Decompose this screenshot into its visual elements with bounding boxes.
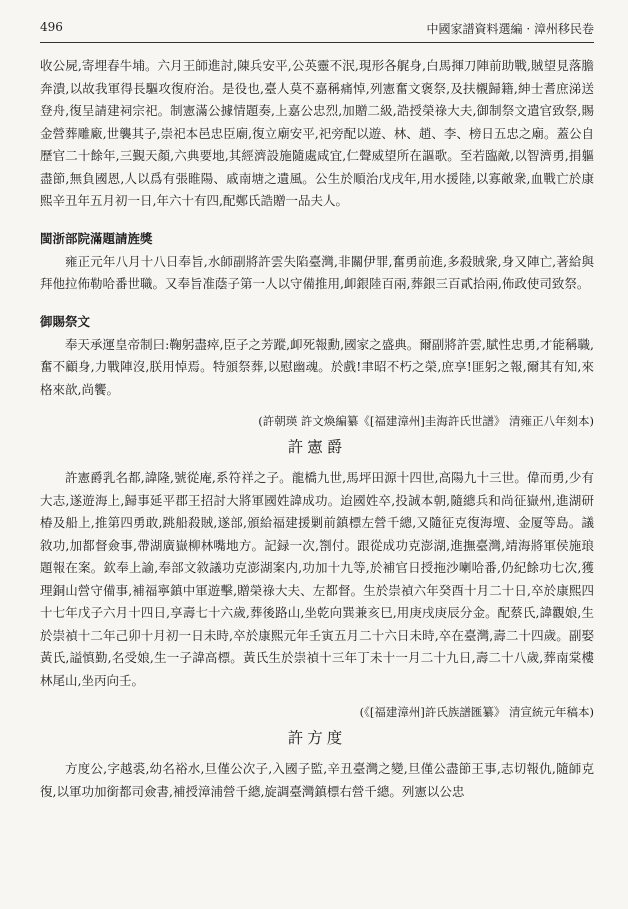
page-header — [40, 20, 594, 38]
source-citation: (《[福建漳州]許氏族譜匯纂》 清宣統元年稿本) — [359, 705, 594, 719]
entry-body: 許憲爵乳名都,諱隆,號從庵,系符祥之子。龍橋九世,馬坪田源十四世,高陽九十三世。偉而勇,少有大志,遂遊海上,歸事延平郡王招討大將軍國姓諱成功。迨國姓卒,投誠本朝,隨總兵和尚征嶽州,進湖研椿及船上,推第四勇敢,跳船殺賊,遂部,頒給福建援剿前鎮標左營千總,又隨征克復海壇、金厦等島。議敘功,加都督僉事,帶湖廣嶽柳林嘴地方。記録一次,劄付。跟從成功克澎湖,進撫臺灣,靖海將軍侯施琅題報在案。欽奉上諭,奉部文敘議功克澎湖案内,功加十九等,於補官日授拖沙喇哈番,仍紀餘功七次,獲理銅山營守備事,補福寧鎮中軍遊擊,贈榮祿大夫、左都督。生於崇禎六年癸酉十月二十日,卒於康熙四十七年戊子六月十四日,享壽七十六歲,葬後路山,坐乾向巽兼亥巳,用庚戌庚辰分金。配蔡氏,諱觀娘,生於崇禎十二年己卯十月初一日未時,卒於康熙元年壬寅五月二十六日未時,卒在臺灣,壽二十四歲。副娶黃氏,謚慎勤,名受娘,生一子諱高標。黃氏生於崇禎十三年丁未十一月二十九日,壽二十八歲,葬南棠樓林尾山,坐丙向壬。 — [40, 470, 594, 688]
section-body-eulogy: 奉天承運皇帝制曰:鞠躬盡瘁,臣子之芳蹤,卹死報勳,國家之盛典。爾副將許雲,賦性忠勇,才能稱職,奮不顧身,力戰陣沒,朕用悼焉。特頒祭葬,以慰幽魂。於戲!聿昭不朽之榮,庶享!匪躬之報,爾其有知,來格來歆,尚饗。 — [40, 336, 594, 397]
page-number: 496 — [40, 20, 63, 34]
entry-title: 許方度 — [287, 729, 347, 747]
section-body-praise: 雍正元年八月十八日奉旨,水師副將許雲失陷臺灣,非關伊罪,奮勇前進,多殺賊衆,身又陣亡,著給與拜他拉佈勒哈番世職。又奉旨准蔭子第一人以守備推用,卹銀陸百兩,葬銀三百貳拾兩,佈政使司致祭。 — [40, 253, 594, 291]
page-content — [40, 55, 594, 803]
section-heading-praise: 閩浙部院滿題請旌獎 — [40, 230, 153, 246]
entry-body: 方度公,字越裘,幼名裕水,旦僅公次子,入國子監,辛丑臺灣之變,旦僅公盡節王事,志切報仇,隨師克復,以軍功加銜都司僉書,補授漳浦營千總,旋調臺灣鎮標右營千總。列憲以公忠 — [40, 761, 594, 799]
source-citation: (許朝瑛 許文煥編纂《[福建漳州]圭海許氏世譜》 清雍正八年刻本) — [258, 414, 594, 428]
intro-paragraph: 收公屍,寄埋春牛埔。六月王師進討,陳兵安平,公英靈不泯,現形各艉身,白馬揮刀陣前助戰,賊望見落膽奔潰,以故我軍得長驅攻復府治。是役也,臺人莫不嘉稱痛悼,列憲奮文褒祭,及扶櫬歸籍,紳士耆庶涕送登舟,復呈請建祠宗祀。制憲滿公據情題奏,上嘉公忠烈,加贈二級,誥授榮祿大夫,御制祭文遣官致祭,賜金營葬雕廠,世襲其子,崇祀本邑忠臣廟,復立廟安平,祀旁配以遊、林、趙、李、榜日五忠之廟。蓋公自歷官二十餘年,三覲天顏,六典要地,其經濟設施隨處咸宜,仁聲威望所在謳歌。至若臨敵,以智濟勇,捐軀盡節,無負國恩,人以爲有張睢陽、戚南塘之遺風。公生於順治戊戌年,用水援陸,以寡敵衆,血戰亡於康熙辛丑年五月初一日,年六十有四,配鄭氏誥贈一品夫人。 — [40, 58, 594, 208]
entry-title: 許憲爵 — [287, 438, 347, 456]
section-heading-eulogy: 御賜祭文 — [40, 313, 91, 329]
header-rule — [40, 42, 594, 43]
running-title: 中國家譜資料選編 · 漳州移民卷 — [426, 22, 594, 36]
